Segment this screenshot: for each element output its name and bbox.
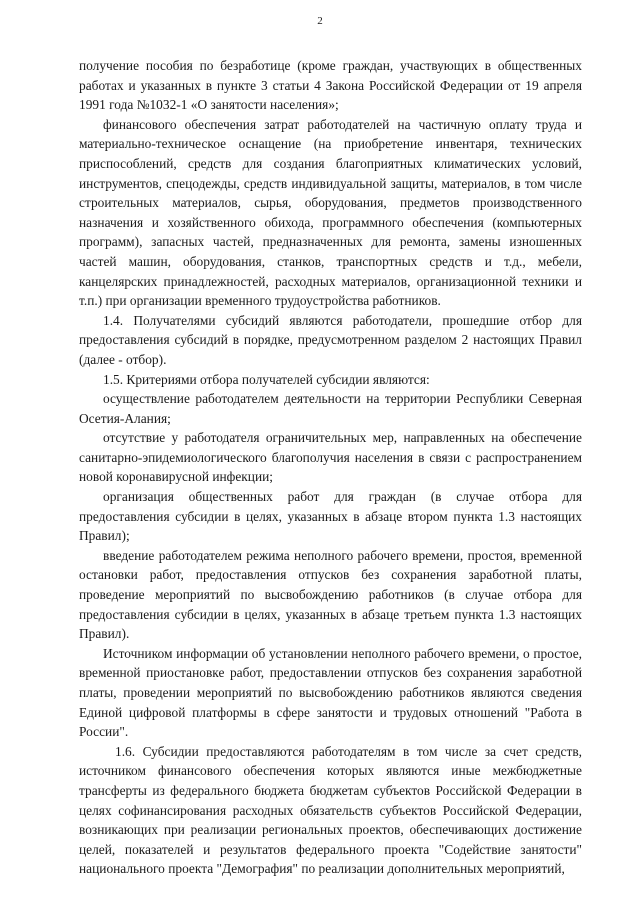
paragraph-unemployment-benefit: получение пособия по безработице (кроме граждан, участвующих в общественных работах и указанных в пункте 3 статьи 4 Закона Российской Федерации от 19 апреля 1991 года №1032-1 «О занятости населения»; — [79, 58, 582, 113]
paragraph-1-5-criteria: 1.5. Критериями отбора получателей субсидии являются: — [103, 371, 430, 387]
paragraph-criterion-territory: осуществление работодателем деятельности на территории Республики Северная Осетия-Алания; — [79, 391, 582, 426]
paragraph-1-6-subsidies: 1.6. Субсидии предоставляются работодателям в том числе за счет средств, источником финансового обеспечения которых являются иные межбюджетные трансферты из федерального бюджета бюджетам субъектов Российской Федерации в целях софинансирования расходных обязательств субъектов Российской Федерации, возникающих при реализации региональных проектов, обеспечивающих достижение целей, показателей и результатов федерального проекта "Содействие занятости" национального проекта "Демография" по реализации дополнительных мероприятий, — [79, 743, 582, 877]
paragraph-criterion-public-works: организация общественных работ для граждан (в случае отбора для предоставления субсидии в целях, указанных в абзаце втором пункта 1.3 настоящих Правил); — [79, 489, 582, 544]
paragraph-criterion-part-time: введение работодателем режима неполного рабочего времени, простоя, временной остановки работ, предоставления отпусков без сохранения заработной платы, проведение мероприятий по высвобождению работников (в случае отбора для предоставления субсидии в целях, указанных в абзаце третьем пункта 1.3 настоящих Правил). — [79, 547, 582, 642]
paragraph-information-source: Источником информации об установлении неполного рабочего времени, о простое, временной приостановке работ, предоставлении отпусков без сохранения заработной платы, проведении мероприятий по высвобождению работников являются сведения Единой цифровой платформы в сфере занятости и трудовых отношений "Работа в России". — [79, 645, 582, 740]
document-body — [79, 56, 582, 879]
paragraph-criterion-restrictions: отсутствие у работодателя ограничительных мер, направленных на обеспечение санитарно-эпидемиологического благополучия населения в связи с распространением новой коронавирусной инфекции; — [79, 430, 582, 485]
page-number: 2 — [317, 15, 323, 27]
paragraph-1-4-recipients: 1.4. Получателями субсидий являются работодатели, прошедшие отбор для предоставления субсидий в порядке, предусмотренном разделом 2 настоящих Правил (далее - отбор). — [79, 312, 582, 367]
paragraph-financial-support: финансового обеспечения затрат работодателей на частичную оплату труда и материально-техническое оснащение (на приобретение инвентаря, технических приспособлений, средств для создания благоприятных климатических условий, инструментов, спецодежды, средств индивидуальной защиты, материалов, в том числе строительных материалов, сырья, оборудования, предметов производственного назначения и хозяйственного обихода, программного обеспечения (компьютерных программ), запасных частей, предназначенных для ремонта, замены изношенных частей машин, оборудования, станков, транспортных средств и т.д., мебели, канцелярских принадлежностей, расходных материалов, организационной техники и т.п.) при организации временного трудоустройства работников. — [79, 116, 582, 309]
